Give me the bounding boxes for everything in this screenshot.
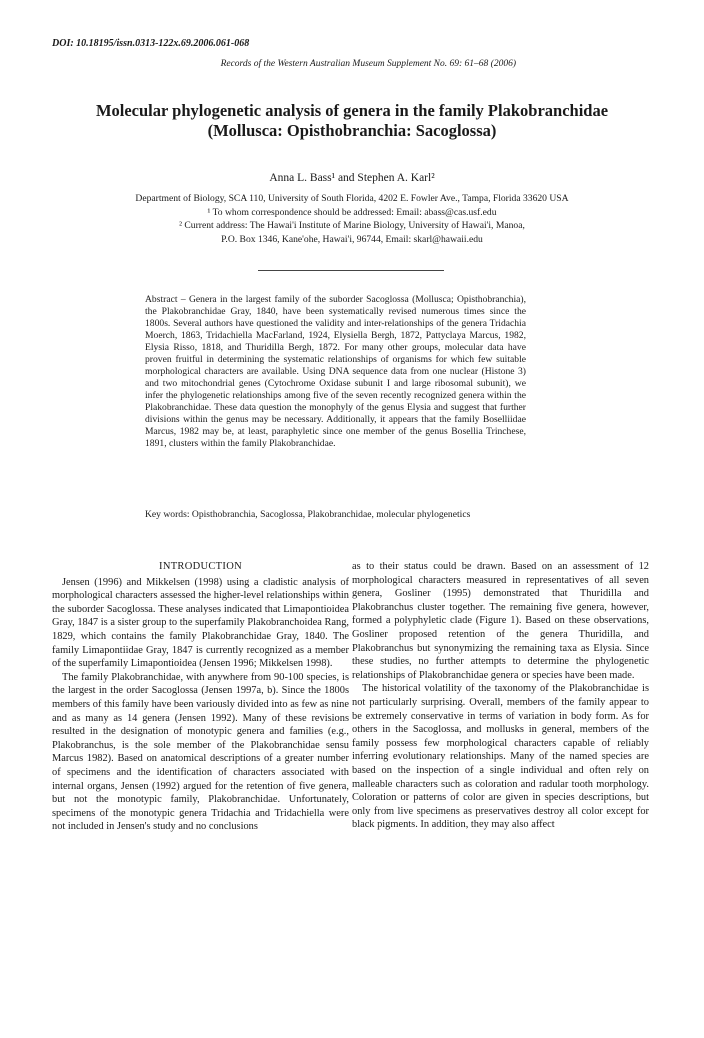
intro-paragraph-4: The historical volatility of the taxonomy of the Plakobranchidae is not particularly surprising. Overall, members of the family appear to be extremely conservative in terms of variation in body form. As for others in the Sacoglossa, and mollusks in general, members of the family possess few morphological characters capable of reliably inferring evolutionary relationships. Many of the named species are based on the inspection of a single individual and often rely on malleable characters such as coloration and radular tooth morphology. Coloration or patterns of color are given in species descriptions, but only from live specimens as preservatives destroy all color except for black pigments. In addition, they may also affect [352, 683, 649, 831]
section-divider [258, 270, 444, 271]
abstract-label: Abstract [145, 294, 178, 305]
intro-paragraph-2: The family Plakobranchidae, with anywhere from 90-100 species, is the largest in the order Sacoglossa (Jensen 1997a, b). Since the 1800s members of this family have been variously divided into as few as nine and as many as 14 genera (Jensen 1992). Many of these revisions resulted in the designation of monotypic genera and families (e.g., Plakobranchus, is the sole member of the Plakobranchidae sensu Marcus 1982). Based on anatomical descriptions of a greater number of specimens and the identification of characters associated with internal organs, Jensen (1992) argued for the retention of five genera, but not the monotypic family, Plakobranchidae. Unfortunately, specimens of the monotypic genera Tridachia and Tridachiella were not included in Jensen's study and no conclusions [52, 671, 349, 833]
intro-paragraph-3: as to their status could be drawn. Based on an assessment of 12 morphological characters measured in representatives of all seven genera, Gosliner (1995) demonstrated that Thuridilla and Plakobranchus cluster together. The remaining five genera, however, formed a polyphyletic clade (Figure 1). Based on these observations, Gosliner proposed retention of the genera Thuridilla, and Plakobranchus but synonymizing the remaining taxa as Elysia. Since these studies, no further attempts to determine the phylogenetic relationships of Plakobranchidae genera or species have been made. [352, 561, 649, 681]
title-line-1: Molecular phylogenetic analysis of genera in the family Plakobranchidae [95, 101, 609, 120]
keywords-label: Key words: [145, 509, 190, 520]
keywords-text: Opisthobranchia, Sacoglossa, Plakobranchidae, molecular phylogenetics [189, 509, 471, 520]
affiliations [40, 192, 664, 246]
title-line-2: (Mollusca: Opisthobranchia: Sacoglossa) [207, 121, 497, 140]
affiliation-line-1: Department of Biology, SCA 110, University of South Florida, 4202 E. Fowler Ave., Tampa, Florida 33620 USA [135, 193, 569, 204]
doi-line: DOI: 10.18195/issn.0313-122x.69.2006.061-068 [52, 38, 250, 49]
keywords [145, 509, 526, 521]
affiliation-line-2: ¹ To whom correspondence should be addressed: Email: abass@cas.usf.edu [207, 206, 497, 218]
affiliation-line-3: ² Current address: The Hawai'i Institute of Marine Biology, University of Hawai'i, Manoa, [179, 220, 525, 231]
left-column [52, 560, 349, 834]
abstract [145, 294, 526, 450]
authors: Anna L. Bass¹ and Stephen A. Karl² [269, 172, 435, 184]
paper-title [20, 101, 684, 141]
right-column [352, 560, 649, 832]
abstract-text: – Genera in the largest family of the suborder Sacoglossa (Mollusca; Opisthobranchia), the Plakobranchidae Gray, 1840, have been systematically revised numerous times since the 1800s. Several authors have questioned the validity and inter-relationships of the genera Tridachia Moerch, 1863, Tridachiella MacFarland, 1924, Elysiella Bergh, 1872, Pattyclaya Marcus, 1982, Elysia Risso, 1818, and Thuridilla Bergh, 1872. For many other groups, molecular data have proven fruitful in determining the systematic relationships of organisms for which few suitable morphological characters are available. Using DNA sequence data from one nuclear (Histone 3) and two mitochondrial genes (Cytochrome Oxidase subunit I and large ribosomal subunit), we infer the phylogenetic relationships among five of the seven recently recognized genera within the Plakobranchidae. These data question the monophyly of the genus Elysia and suggest that further divisions within the genus may be necessary. Additionally, it appears that the family Boselliidae Marcus, 1982 may be, at least, paraphyletic since one member of the genus Bosellia Trinchese, 1891, clusters within the family Plakobranchidae. [145, 294, 526, 449]
introduction-heading: INTRODUCTION [159, 561, 242, 572]
running-title: Records of the Western Australian Museum Supplement No. 69: 61–68 (2006) [220, 59, 516, 69]
intro-paragraph-1: Jensen (1996) and Mikkelsen (1998) using a cladistic analysis of morphological characters assessed the higher-level relationships within the suborder Sacoglossa. These analyses indicated that Limapontioidea Gray, 1847 is a sister group to the superfamily Plakobranchoidea Rang, 1829, which contains the family Plakobranchidae Gray, 1840. The family Limapontiidae Gray, 1847 is currently recognized as a member of the superfamily Limapontioidea (Jensen 1996; Mikkelsen 1998). [52, 576, 349, 670]
affiliation-line-4: P.O. Box 1346, Kane'ohe, Hawai'i, 96744, Email: skarl@hawaii.edu [221, 233, 483, 245]
